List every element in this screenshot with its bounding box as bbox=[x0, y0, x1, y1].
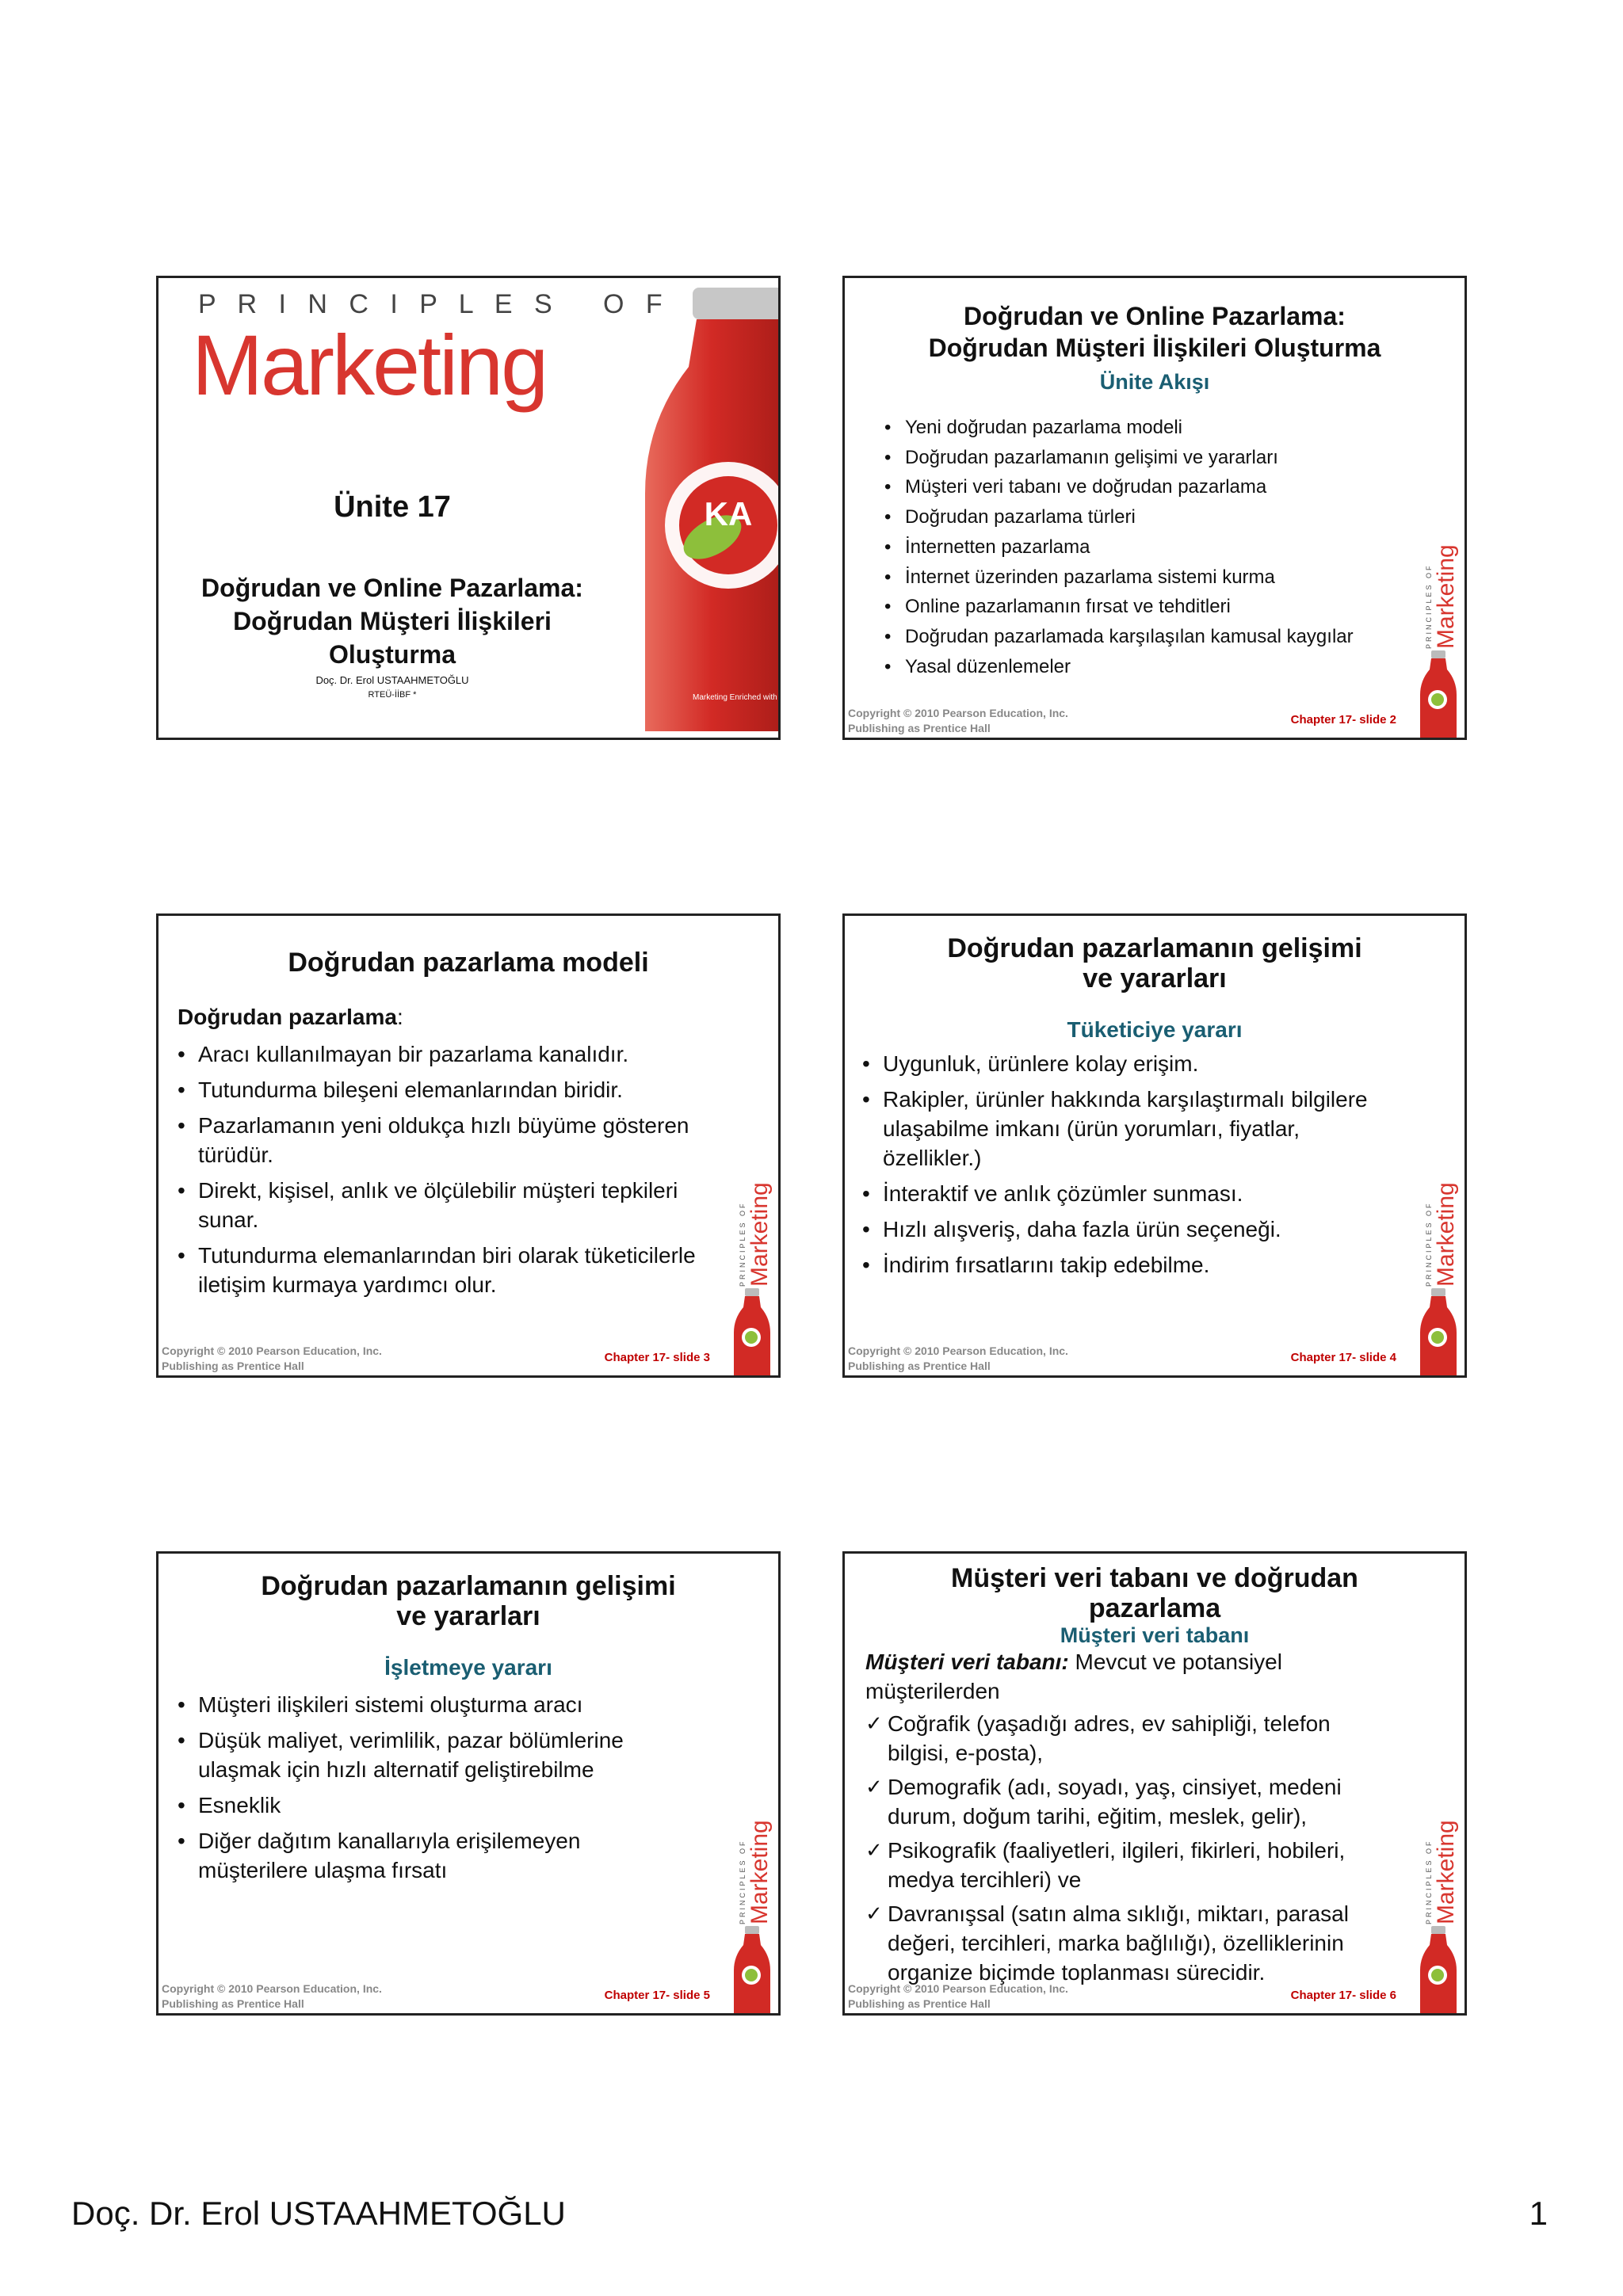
list-item: ✓ Coğrafik (yaşadığı adres, ev sahipliği, telefon bilgisi, e-posta), bbox=[865, 1709, 1388, 1768]
copyright bbox=[162, 1344, 382, 1374]
slide1-title-line: Doğrudan Müşteri İlişkileri bbox=[233, 607, 552, 635]
bullet-list bbox=[174, 1039, 729, 1306]
list-item: • Yeni doğrudan pazarlama modeli bbox=[880, 413, 1387, 443]
side-brand-main: Marketing bbox=[747, 1182, 773, 1287]
slide-3 bbox=[156, 913, 781, 1378]
slide-subtitle: İşletmeye yararı bbox=[384, 1655, 552, 1680]
list-item: • Doğrudan pazarlama türleri bbox=[880, 502, 1387, 532]
side-brand-top: PRINCIPLES OF bbox=[739, 1839, 747, 1924]
page-number: 1 bbox=[1529, 2195, 1548, 2232]
bullet-list bbox=[174, 1690, 682, 1891]
copyright bbox=[162, 1981, 382, 2012]
unit-label: Ünite 17 bbox=[334, 490, 451, 524]
bottle-mini-icon bbox=[734, 1926, 770, 2015]
slide-title-line: Doğrudan ve Online Pazarlama: bbox=[964, 302, 1346, 330]
bottle-mini-icon bbox=[1420, 650, 1457, 739]
bottle-logo: KA bbox=[704, 495, 753, 532]
chapter-label: Chapter 17- slide 5 bbox=[604, 1989, 710, 2002]
slide-title: Doğrudan pazarlama modeli bbox=[288, 948, 649, 978]
slide-subtitle: Tüketiciye yararı bbox=[1067, 1017, 1243, 1042]
agenda-list bbox=[880, 413, 1387, 681]
list-item: • Online pazarlamanın fırsat ve tehditleri bbox=[880, 592, 1387, 622]
slide-title bbox=[861, 300, 1449, 364]
side-brand-main: Marketing bbox=[1433, 544, 1459, 649]
copyright bbox=[848, 1981, 1068, 2012]
lead-rest: Mevcut ve potansiyel müşterilerden bbox=[865, 1650, 1282, 1703]
slide-title bbox=[861, 933, 1449, 994]
copyright-line: Copyright © 2010 Pearson Education, Inc. bbox=[848, 1982, 1068, 1995]
slide-title-line: Müşteri veri tabanı ve doğrudan bbox=[951, 1563, 1358, 1593]
slide1-title-line: Doğrudan ve Online Pazarlama: bbox=[201, 574, 583, 602]
side-brand bbox=[1412, 1807, 1460, 2015]
copyright-line: Publishing as Prentice Hall bbox=[848, 1360, 991, 1372]
list-item: • İnternetten pazarlama bbox=[880, 532, 1387, 563]
bottle-text: Marketing Enriched with passion bbox=[693, 693, 807, 702]
side-brand-top: PRINCIPLES OF bbox=[739, 1201, 747, 1287]
chapter-label: Chapter 17- slide 6 bbox=[1290, 1989, 1396, 2002]
list-item: • Tutundurma bileşeni elemanlarından biridir. bbox=[174, 1075, 729, 1104]
list-item: • İnternet üzerinden pazarlama sistemi kurma bbox=[880, 563, 1387, 593]
list-item: • Müşteri veri tabanı ve doğrudan pazarlama bbox=[880, 472, 1387, 502]
slide-title bbox=[861, 1563, 1449, 1623]
slide-4 bbox=[842, 913, 1467, 1378]
list-item: • Doğrudan pazarlamanın gelişimi ve yararları bbox=[880, 443, 1387, 473]
list-item: • Rakipler, ürünler hakkında karşılaştırmalı bilgilere ulaşabilme imkanı (ürün yorumları, fiyatlar, özellikler.) bbox=[859, 1085, 1398, 1173]
copyright-line: Publishing as Prentice Hall bbox=[162, 1997, 304, 2010]
lead-text bbox=[865, 1647, 1388, 1706]
bottle-illustration bbox=[637, 288, 807, 731]
slide-6 bbox=[842, 1551, 1467, 2016]
side-brand bbox=[726, 1807, 773, 2015]
slide-1-title bbox=[156, 276, 807, 740]
list-item: • Doğrudan pazarlamada karşılaşılan kamusal kaygılar bbox=[880, 622, 1387, 652]
slide-title-line: pazarlama bbox=[1088, 1593, 1221, 1623]
list-item: • Direkt, kişisel, anlık ve ölçülebilir müşteri tepkileri sunar. bbox=[174, 1176, 729, 1234]
list-item: • Hızlı alışveriş, daha fazla ürün seçeneği. bbox=[859, 1215, 1398, 1244]
bottle-mini-icon bbox=[1420, 1288, 1457, 1377]
list-item: • Yasal düzenlemeler bbox=[880, 652, 1387, 682]
list-item: • Aracı kullanılmayan bir pazarlama kanalıdır. bbox=[174, 1039, 729, 1069]
footer-author: Doç. Dr. Erol USTAAHMETOĞLU bbox=[71, 2195, 566, 2232]
author-label: Doç. Dr. Erol USTAAHMETOĞLU bbox=[315, 674, 469, 686]
slide-5 bbox=[156, 1551, 781, 2016]
slide-subtitle: Müşteri veri tabanı bbox=[1060, 1623, 1250, 1647]
copyright-line: Copyright © 2010 Pearson Education, Inc. bbox=[848, 1344, 1068, 1357]
list-item: • Uygunluk, ürünlere kolay erişim. bbox=[859, 1049, 1398, 1078]
copyright-line: Copyright © 2010 Pearson Education, Inc. bbox=[162, 1344, 382, 1357]
list-item: • İndirim fırsatlarını takip edebilme. bbox=[859, 1250, 1398, 1280]
slide-title-line: ve yararları bbox=[396, 1601, 540, 1631]
brand-principles-of: P R I N C I P L E S O F bbox=[198, 289, 670, 319]
side-brand-main: Marketing bbox=[1433, 1182, 1459, 1287]
side-brand bbox=[726, 1169, 773, 1377]
lead-bold: Müşteri veri tabanı: bbox=[865, 1650, 1069, 1674]
bullet-list bbox=[859, 1049, 1398, 1286]
chapter-label: Chapter 17- slide 2 bbox=[1290, 713, 1396, 727]
copyright bbox=[848, 706, 1068, 736]
side-brand-top: PRINCIPLES OF bbox=[1425, 1201, 1433, 1287]
slide1-title-line: Oluşturma bbox=[328, 640, 456, 669]
slide-2-agenda bbox=[842, 276, 1467, 740]
slide-title-line: Doğrudan pazarlamanın gelişimi bbox=[947, 933, 1362, 963]
list-item: • Diğer dağıtım kanallarıyla erişilemeyen müşterilere ulaşma fırsatı bbox=[174, 1826, 682, 1885]
institution-label: RTEÜ-İİBF * bbox=[368, 690, 417, 700]
side-brand-top: PRINCIPLES OF bbox=[1425, 563, 1433, 649]
side-brand bbox=[1412, 532, 1460, 739]
copyright bbox=[848, 1344, 1068, 1374]
slide1-title bbox=[182, 571, 602, 671]
list-item: • Düşük maliyet, verimlilik, pazar bölümlerine ulaşmak için hızlı alternatif geliştirebilme bbox=[174, 1726, 682, 1784]
chapter-label: Chapter 17- slide 4 bbox=[1290, 1351, 1396, 1364]
slide-subtitle: Ünite Akışı bbox=[1099, 370, 1210, 394]
list-item: • Pazarlamanın yeni oldukça hızlı büyüme gösteren türüdür. bbox=[174, 1111, 729, 1169]
list-item: ✓ Davranışsal (satın alma sıklığı, miktarı, parasal değeri, tercihleri, marka bağlılığı), özelliklerinin organize biçimde toplanması sürecidir. bbox=[865, 1899, 1388, 1987]
bottle-mini-icon bbox=[734, 1288, 770, 1377]
list-item: ✓ Psikografik (faaliyetleri, ilgileri, fikirleri, hobileri, medya tercihleri) ve bbox=[865, 1836, 1388, 1894]
side-brand-main: Marketing bbox=[1433, 1820, 1459, 1924]
side-brand-top: PRINCIPLES OF bbox=[1425, 1839, 1433, 1924]
copyright-line: Copyright © 2010 Pearson Education, Inc. bbox=[162, 1982, 382, 1995]
brand-marketing-wordmark: Marketing bbox=[192, 317, 547, 413]
check-list bbox=[865, 1709, 1388, 1992]
list-item: • Müşteri ilişkileri sistemi oluşturma aracı bbox=[174, 1690, 682, 1719]
slide-title bbox=[174, 1571, 762, 1631]
list-item: • İnteraktif ve anlık çözümler sunması. bbox=[859, 1179, 1398, 1208]
list-item: • Esneklik bbox=[174, 1791, 682, 1820]
copyright-line: Publishing as Prentice Hall bbox=[848, 1997, 991, 2010]
chapter-label: Chapter 17- slide 3 bbox=[604, 1351, 710, 1364]
slide-title-line: ve yararları bbox=[1083, 963, 1227, 994]
slide-title-line: Doğrudan pazarlamanın gelişimi bbox=[261, 1571, 676, 1601]
lead-text bbox=[178, 1005, 403, 1030]
copyright-line: Publishing as Prentice Hall bbox=[848, 722, 991, 734]
slide-title-line: Doğrudan Müşteri İlişkileri Oluşturma bbox=[928, 334, 1381, 362]
lead-rest: : bbox=[396, 1005, 403, 1029]
list-item: • Tutundurma elemanlarından biri olarak tüketicilerle iletişim kurmaya yardımcı olur. bbox=[174, 1241, 729, 1299]
lead-bold: Doğrudan pazarlama bbox=[178, 1005, 397, 1029]
copyright-line: Publishing as Prentice Hall bbox=[162, 1360, 304, 1372]
copyright-line: Copyright © 2010 Pearson Education, Inc. bbox=[848, 707, 1068, 719]
side-brand bbox=[1412, 1169, 1460, 1377]
bottle-mini-icon bbox=[1420, 1926, 1457, 2015]
list-item: ✓ Demografik (adı, soyadı, yaş, cinsiyet, medeni durum, doğum tarihi, eğitim, meslek, gelir), bbox=[865, 1772, 1388, 1831]
side-brand-main: Marketing bbox=[747, 1820, 773, 1924]
